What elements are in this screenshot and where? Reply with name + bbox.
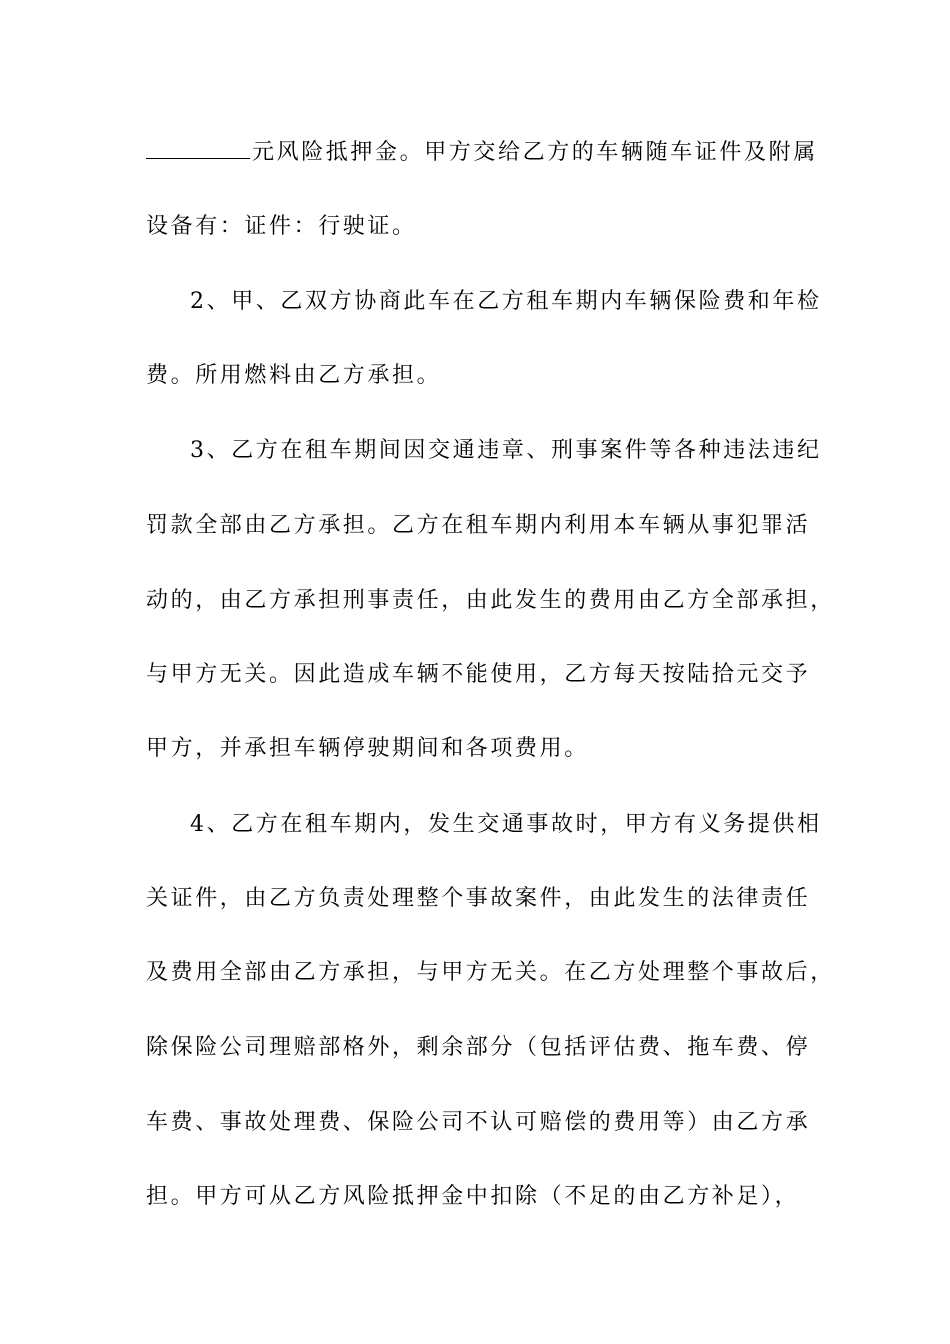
text-line-10: 4、乙方在租车期内，发生交通事故时，甲方有义务提供相 xyxy=(190,812,822,837)
text-line-11: 关证件，由乙方负责处理整个事故案件，由此发生的法律责任 xyxy=(146,886,811,911)
text-line-9: 甲方，并承担车辆停驶期间和各项费用。 xyxy=(146,736,589,761)
text-line-3: 2、甲、乙双方协商此车在乙方租车期内车辆保险费和年检 xyxy=(190,289,822,314)
text-line-8: 与甲方无关。因此造成车辆不能使用，乙方每天按陆拾元交予 xyxy=(146,662,811,687)
fill-in-blank xyxy=(146,138,250,159)
text-line-4: 费。所用燃料由乙方承担。 xyxy=(146,363,442,388)
text-line-7: 动的，由乙方承担刑事责任，由此发生的费用由乙方全部承担， xyxy=(146,588,835,613)
text-line-6: 罚款全部由乙方承担。乙方在租车期内利用本车辆从事犯罪活 xyxy=(146,513,811,538)
text-line-5: 3、乙方在租车期间因交通违章、刑事案件等各种违法违纪 xyxy=(190,438,822,463)
text-line-13: 除保险公司理赔部格外，剩余部分（包括评估费、拖车费、停 xyxy=(146,1035,811,1060)
text-line-2: 设备有：证件：行驶证。 xyxy=(146,214,417,239)
text-line-12: 及费用全部由乙方承担，与甲方无关。在乙方处理整个事故后， xyxy=(146,960,835,985)
text-line-1: 元风险抵押金。甲方交给乙方的车辆随车证件及附属 xyxy=(146,138,810,168)
text-line-14: 车费、事故处理费、保险公司不认可赔偿的费用等）由乙方承 xyxy=(146,1110,811,1135)
text-line-15: 担。甲方可从乙方风险抵押金中扣除（不足的由乙方补足）， xyxy=(146,1184,800,1209)
